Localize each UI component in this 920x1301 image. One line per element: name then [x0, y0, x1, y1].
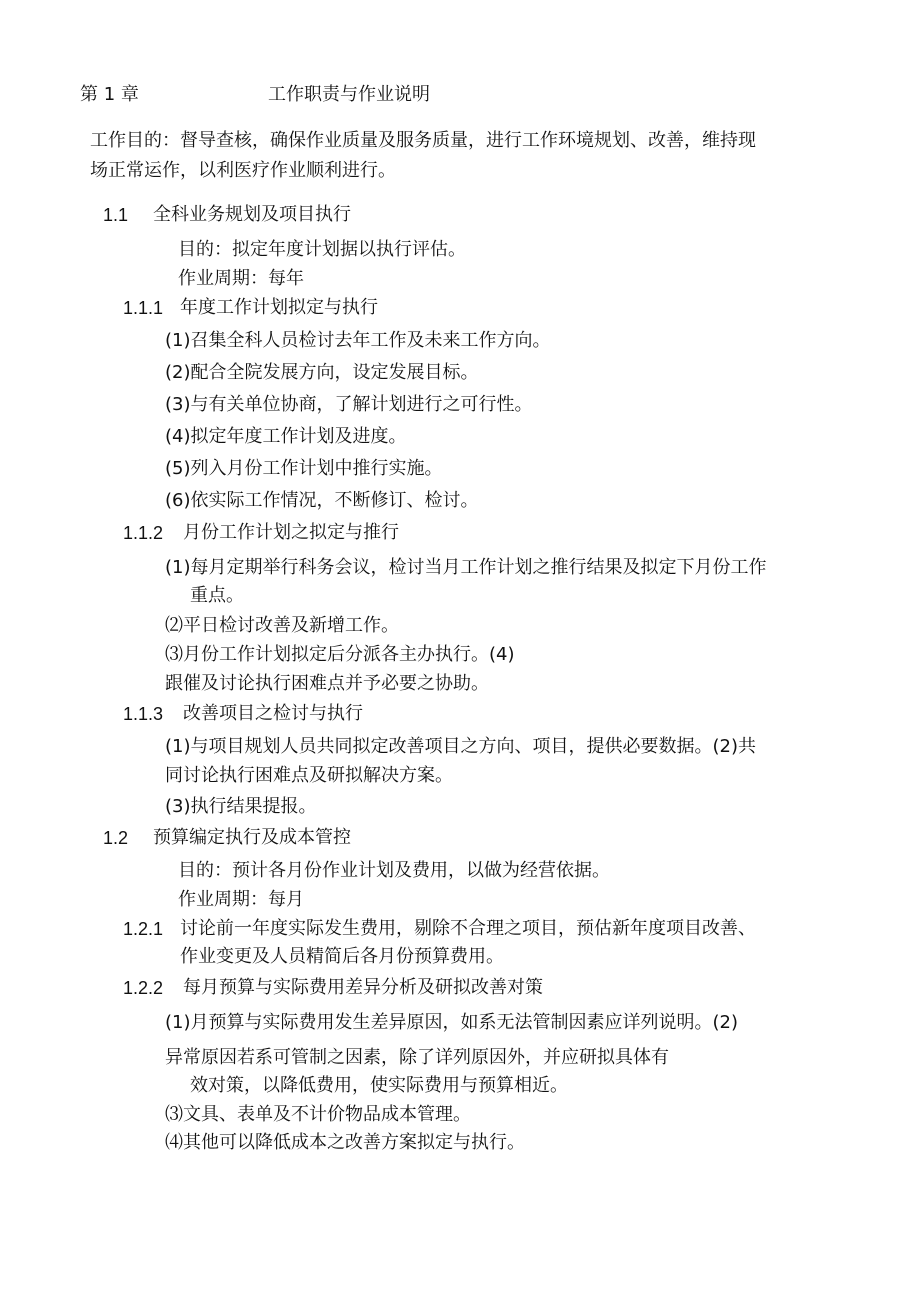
sub-1-2-2-item-4: ⑷其他可以降低成本之改善方案拟定与执行。 [165, 1132, 525, 1153]
sub-1-2-1-number: 1.2.1 [123, 919, 164, 939]
section-1-1-goal: 目的：拟定年度计划据以执行评估。 [178, 239, 466, 260]
sub-1-1-2-title: 月份工作计划之拟定与推行 [183, 522, 399, 543]
sub-1-1-2-item-4: 跟催及讨论执行困难点并予必要之协助。 [165, 673, 489, 694]
section-1-1-title: 全科业务规划及项目执行 [153, 204, 351, 225]
sub-1-1-1-item: (1)召集全科人员检讨去年工作及未来工作方向。 [165, 330, 551, 351]
sub-1-2-1-line-1: 讨论前一年度实际发生费用，剔除不合理之项目，预估新年度项目改善、 [180, 918, 756, 939]
purpose-line-2: 场正常运作，以利医疗作业顺利进行。 [90, 160, 396, 181]
sub-1-1-2-number: 1.1.2 [123, 523, 164, 543]
chapter-title: 工作职责与作业说明 [268, 84, 430, 105]
sub-1-1-3-item-1-line-2: 同讨论执行困难点及研拟解决方案。 [165, 765, 453, 786]
sub-1-1-1-item: (3)与有关单位协商，了解计划进行之可行性。 [165, 394, 533, 415]
chapter-label: 第 1 章 [80, 84, 139, 105]
sub-1-2-2-item-3: ⑶文具、表单及不计价物品成本管理。 [165, 1104, 471, 1125]
sub-1-1-1-item: (6)依实际工作情况，不断修订、检讨。 [165, 490, 479, 511]
sub-1-2-1-line-2: 作业变更及人员精简后各月份预算费用。 [180, 946, 504, 967]
section-1-1-cycle: 作业周期：每年 [178, 268, 304, 289]
sub-1-2-2-item-2-line-2: 效对策，以降低费用，使实际费用与预算相近。 [190, 1075, 568, 1096]
sub-1-1-2-item-1-line-1: (1)每月定期举行科务会议，检讨当月工作计划之推行结果及拟定下月份工作 [165, 557, 767, 578]
sub-1-2-2-item-2-line-1: 异常原因若系可管制之因素，除了详列原因外，并应研拟具体有 [165, 1047, 669, 1068]
sub-1-1-1-item: (5)列入月份工作计划中推行实施。 [165, 458, 443, 479]
sub-1-2-2-title: 每月预算与实际费用差异分析及研拟改善对策 [183, 977, 543, 998]
sub-1-1-1-title: 年度工作计划拟定与执行 [180, 297, 378, 318]
sub-1-1-1-item: (2)配合全院发展方向，设定发展目标。 [165, 362, 479, 383]
purpose-line-1: 工作目的：督导查核，确保作业质量及服务质量，进行工作环境规划、改善，维持现 [90, 130, 756, 151]
section-1-1-number: 1.1 [103, 205, 129, 225]
sub-1-1-2-item-2: ⑵平日检讨改善及新增工作。 [165, 615, 399, 636]
section-1-2-title: 预算编定执行及成本管控 [153, 827, 351, 848]
section-1-2-cycle: 作业周期：每月 [178, 889, 304, 910]
sub-1-1-2-item-1-line-2: 重点。 [190, 585, 244, 606]
section-1-2-goal: 目的：预计各月份作业计划及费用，以做为经营依据。 [178, 860, 610, 881]
section-1-2-number: 1.2 [103, 828, 129, 848]
sub-1-2-2-item-1: (1)月预算与实际费用发生差异原因，如系无法管制因素应详列说明。(2) [165, 1012, 738, 1033]
sub-1-1-3-number: 1.1.3 [123, 704, 164, 724]
sub-1-1-1-item: (4)拟定年度工作计划及进度。 [165, 426, 407, 447]
sub-1-1-1-number: 1.1.1 [123, 298, 164, 318]
sub-1-1-3-item-1-line-1: (1)与项目规划人员共同拟定改善项目之方向、项目，提供必要数据。(2)共 [165, 736, 756, 757]
sub-1-1-3-item-3: (3)执行结果提报。 [165, 796, 317, 817]
sub-1-1-2-item-3: ⑶月份工作计划拟定后分派各主办执行。(4) [165, 644, 515, 665]
sub-1-1-3-title: 改善项目之检讨与执行 [183, 703, 363, 724]
sub-1-2-2-number: 1.2.2 [123, 978, 164, 998]
